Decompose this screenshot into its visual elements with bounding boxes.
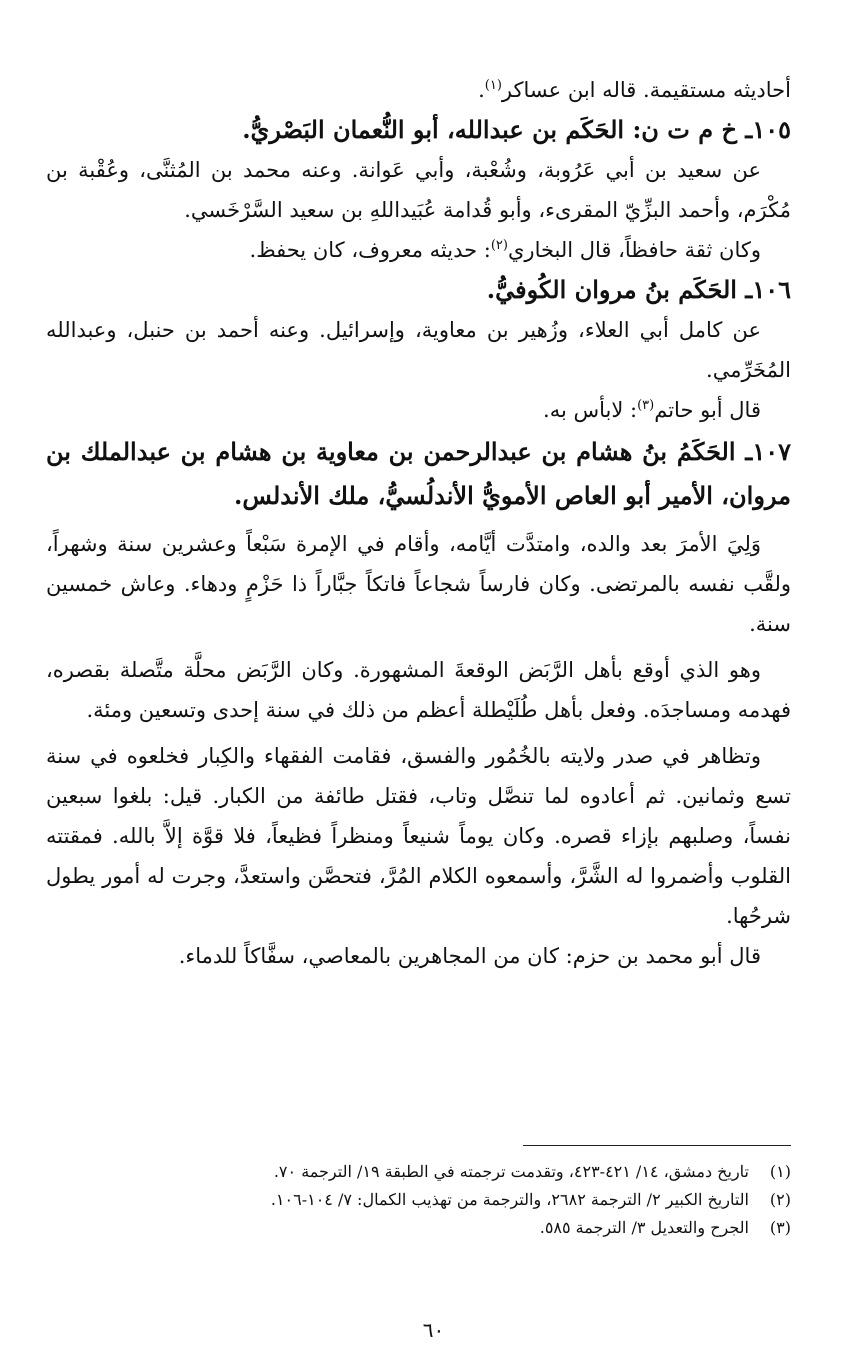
footnote-ref-3[interactable]: (٣) [637, 398, 655, 413]
continuation-paragraph [46, 70, 791, 110]
page-number: ٦٠ [422, 1318, 445, 1342]
footnote-2 [111, 1186, 791, 1214]
paragraph-text: وكان ثقة حافظاً، قال البخاري [507, 238, 761, 262]
entry-107-paragraph-2: وهو الذي أوقع بأهل الرَّبَض الوقعةَ المشهورة. وكان الرَّبَض محلَّة متَّصلة بقصره، فهدمه ومساجدَه. وفعل بأهل طُلَيْطلة أعظم من ذلك في سنة إحدى وتسعين ومئة. [46, 658, 791, 722]
footnote-number: (١) [769, 1162, 791, 1181]
paragraph-end: : لابأس به. [543, 398, 638, 422]
footnote-ref-1[interactable]: (١) [484, 78, 502, 93]
footnote-divider [523, 1145, 791, 1146]
entry-105-paragraph-2 [46, 230, 791, 270]
footnote-ref-2[interactable]: (٢) [490, 238, 508, 253]
entry-107-heading: ١٠٧ـ الحَكَمُ بنُ هشام بن عبدالرحمن بن معاوية بن هشام بن عبدالملك بن مروان، الأمير أبو العاص الأمويُّ الأندلُسيُّ، ملك الأندلس. [46, 437, 791, 510]
footnote-1 [111, 1158, 791, 1186]
footnote-text: الجرح والتعديل ٣/ الترجمة ٥٨٥. [539, 1218, 749, 1237]
footnote-number: (٣) [769, 1218, 791, 1237]
paragraph-text: قال أبو حاتم [654, 398, 761, 422]
footnote-text: تاريخ دمشق، ١٤/ ٤٢١-٤٢٣، وتقدمت ترجمته في الطبقة ١٩/ الترجمة ٧٠. [273, 1162, 749, 1181]
main-text [46, 70, 791, 976]
paragraph-end: . [478, 78, 485, 102]
entry-105-paragraph-1: عن سعيد بن أبي عَرُوبة، وشُعْبة، وأبي عَوانة. وعنه محمد بن المُثنَّى، وعُقْبة بن مُكْرَم، وأحمد البزِّيّ المقرىء، وأبو قُدامة عُبَيداللهِ بن سعيد السَّرْخَسي. [46, 158, 791, 222]
paragraph-end: : حديثه معروف، كان يحفظ. [249, 238, 491, 262]
entry-107-paragraph-1: وَلِيَ الأمرَ بعد والده، وامتدَّت أيَّامه، وأقام في الإمرة سَبْعاً وعشرين سنة وشهراً، ولقَّب نفسه بالمرتضى. وكان فارساً شجاعاً فاتكاً جبَّاراً ذا حَزْمٍ ودهاء. وعاش خمسين سنة. [46, 532, 791, 636]
entry-106-paragraph-2 [46, 390, 791, 430]
footnote-text: التاريخ الكبير ٢/ الترجمة ٢٦٨٢، والترجمة من تهذيب الكمال: ٧/ ١٠٤-١٠٦. [270, 1190, 749, 1209]
footnotes [111, 1158, 791, 1242]
entry-107-paragraph-3: وتظاهر في صدر ولايته بالخُمُور والفسق، فقامت الفقهاء والكِبار فخلعوه في سنة تسع وثمانين. ثم أعادوه لما تنصَّل وتاب، فقتل طائفة من الكبار. قيل: بلغوا سبعين نفساً، وصلبهم بإزاء قصره. وكان يوماً شنيعاً ومنظراً فظيعاً، فلا قوَّة إلاَّ بالله. فمقتته القلوب وأضمروا له الشَّرَّ، وأسمعوه الكلام المُرَّ، فتحصَّن واستعدَّ، وجرت له أمور يطول شرحُها. [46, 744, 791, 928]
footnote-number: (٢) [769, 1190, 791, 1209]
paragraph-text: أحاديثه مستقيمة. قاله ابن عساكر [501, 78, 791, 102]
entry-105-heading: ١٠٥ـ خ م ت ن: الحَكَم بن عبدالله، أبو النُّعمان البَصْريُّ. [242, 115, 791, 144]
entry-107-paragraph-4: قال أبو محمد بن حزم: كان من المجاهرين بالمعاصي، سفَّاكاً للدماء. [178, 944, 761, 968]
footnote-3 [111, 1214, 791, 1242]
entry-106-paragraph-1: عن كامل أبي العلاء، وزُهير بن معاوية، وإسرائيل. وعنه أحمد بن حنبل، وعبدالله المُخَرِّمي. [46, 318, 791, 382]
entry-106-heading: ١٠٦ـ الحَكَم بنُ مروان الكُوفيُّ. [486, 275, 791, 304]
